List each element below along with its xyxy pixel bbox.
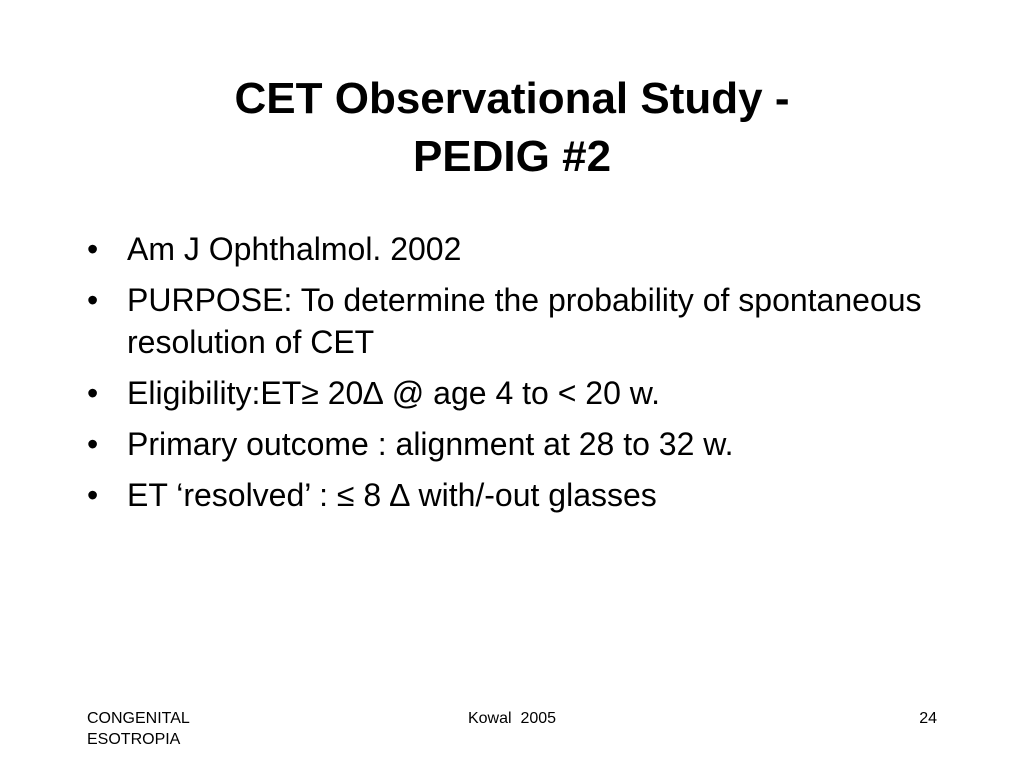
footer-topic bbox=[87, 708, 287, 750]
bullet-item-primary-outcome bbox=[87, 423, 947, 465]
bullet-item-citation bbox=[87, 228, 947, 270]
slide-title-line-2: PEDIG #2 bbox=[412, 132, 612, 181]
bullet-dot-icon: • bbox=[87, 231, 99, 267]
bullet-list bbox=[87, 228, 947, 525]
footer-topic-line-2: ESOTROPIA bbox=[87, 731, 181, 748]
slide-title-line-1: CET Observational Study - bbox=[234, 74, 790, 123]
bullet-item-eligibility bbox=[87, 372, 947, 414]
bullet-dot-icon: • bbox=[87, 375, 99, 411]
slide-title bbox=[80, 70, 944, 186]
bullet-dot-icon: • bbox=[87, 426, 99, 462]
footer-author: Kowal 2005 bbox=[467, 710, 557, 727]
bullet-dot-icon: • bbox=[87, 282, 99, 318]
bullet-text: ET ‘resolved’ : ≤ 8 ∆ with/-out glasses bbox=[127, 477, 657, 513]
bullet-text: Primary outcome : alignment at 28 to 32 w. bbox=[127, 426, 734, 462]
bullet-text: PURPOSE: To determine the probability of spontaneous resolution of CET bbox=[127, 282, 922, 360]
bullet-text: Am J Ophthalmol. 2002 bbox=[127, 231, 462, 267]
bullet-item-purpose bbox=[87, 279, 947, 363]
page-number: 24 bbox=[919, 710, 937, 727]
footer-topic-line-1: CONGENITAL bbox=[87, 710, 190, 727]
bullet-text: Eligibility:ET≥ 20∆ @ age 4 to < 20 w. bbox=[127, 375, 660, 411]
bullet-item-resolved bbox=[87, 474, 947, 516]
bullet-dot-icon: • bbox=[87, 477, 99, 513]
